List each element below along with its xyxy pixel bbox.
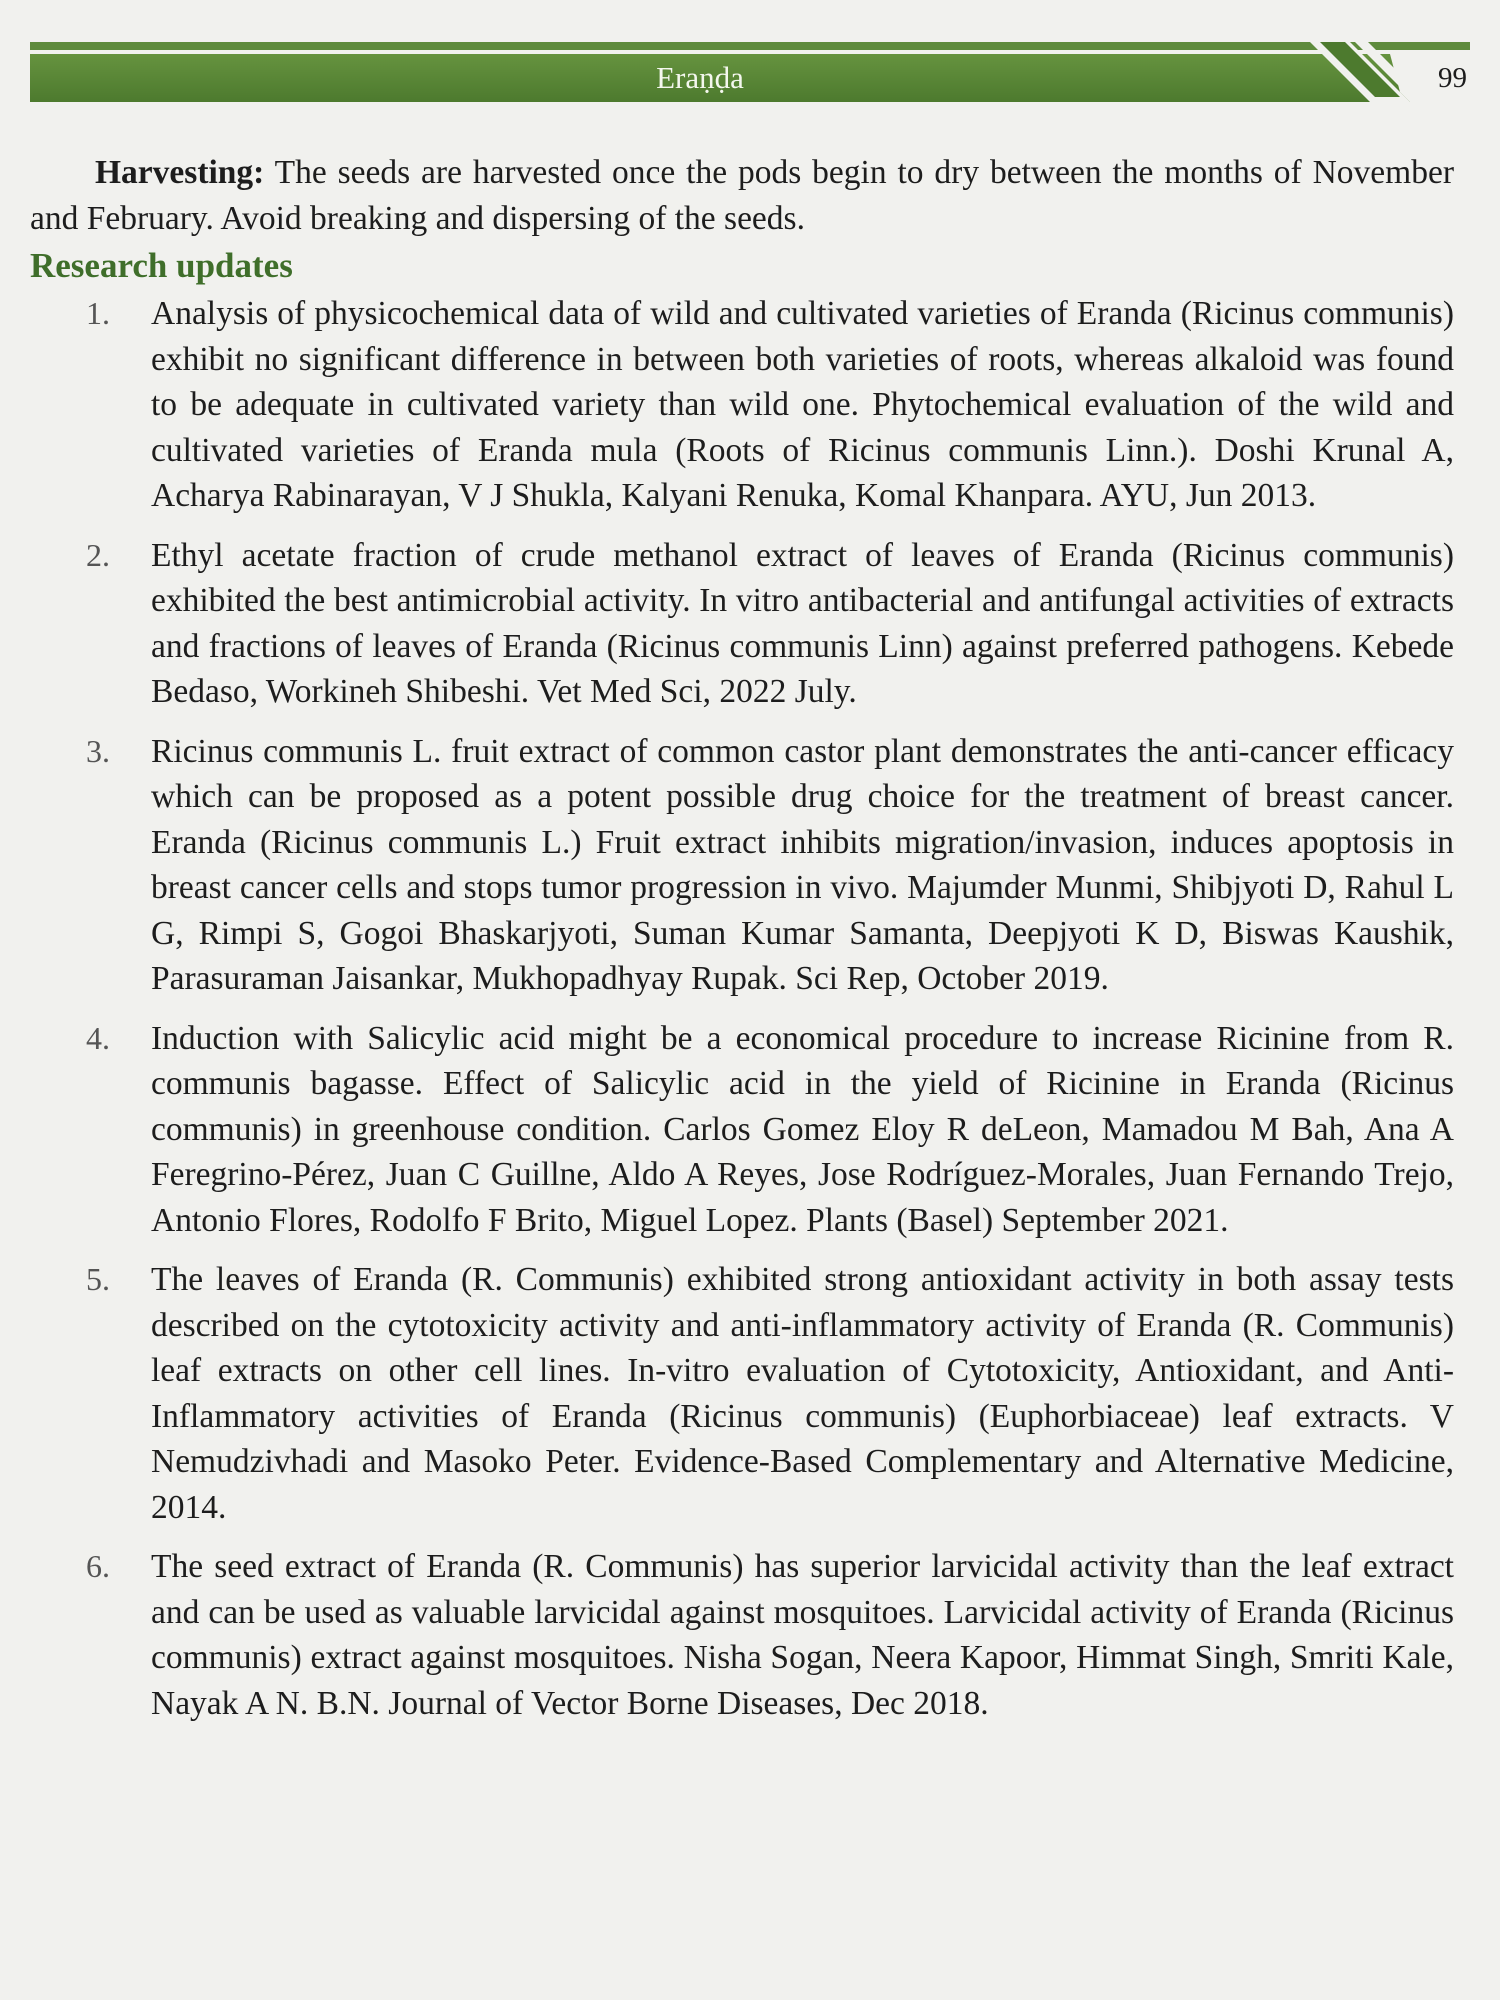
harvesting-paragraph: [30, 150, 1454, 241]
page-number: 99: [1438, 62, 1467, 94]
harvesting-label: Harvesting:: [95, 154, 265, 191]
list-item: [30, 1257, 1454, 1530]
list-item: [30, 533, 1454, 715]
list-item-number: 4.: [86, 1019, 110, 1056]
list-item: [30, 291, 1454, 519]
list-item: [30, 1016, 1454, 1244]
harvesting-text: The seeds are harvested once the pods begin to dry between the months of November and February. Avoid breaking and dispersing of the seeds.: [30, 154, 1454, 237]
list-item-number: 3.: [86, 732, 110, 769]
list-item-number: 1.: [86, 295, 110, 331]
research-updates-list: [30, 291, 1454, 1726]
list-item-text: Analysis of physicochemical data of wild and cultivated varieties of Eranda (Ricinus communis) exhibit no significant difference in between both varieties of roots, whereas alkaloid was found to be adequate in cultivated variety than wild one. Phytochemical evaluation of the wild and cultivated varieties of Eranda mula (Roots of Ricinus communis Linn.). Doshi Krunal A, Acharya Rabinarayan, V J Shukla, Kalyani Renuka, Komal Khanpara. AYU, Jun 2013.: [151, 295, 1454, 514]
page-header: [30, 42, 1470, 102]
list-item: [30, 1544, 1454, 1726]
list-item-text: Induction with Salicylic acid might be a economical procedure to increase Ricinine from R. communis bagasse. Effect of Salicylic acid in the yield of Ricinine in Eranda (Ricinus communis) in greenhouse condition. Carlos Gomez Eloy R deLeon, Mamadou M Bah, Ana A Feregrino-Pérez, Juan C Guillne, Aldo A Reyes, Jose Rodríguez-Morales, Juan Fernando Trejo, Antonio Flores, Rodolfo F Brito, Miguel Lopez. Plants (Basel) September 2021.: [151, 1019, 1454, 1239]
research-updates-heading: Research updates: [30, 246, 293, 285]
list-item-number: 2.: [86, 536, 110, 573]
page-body: [30, 150, 1454, 1740]
list-item-text: The leaves of Eranda (R. Communis) exhibited strong antioxidant activity in both assay tests described on the cytotoxicity activity and anti-inflammatory activity of Eranda (R. Communis) leaf extracts on other cell lines. In-vitro evaluation of Cytotoxicity, Antioxidant, and Anti-Inflammatory activities of Eranda (Ricinus communis) (Euphorbiaceae) leaf extracts. V Nemudzivhadi and Masoko Peter. Evidence-Based Complementary and Alternative Medicine, 2014.: [151, 1261, 1454, 1526]
list-item-number: 6.: [86, 1548, 110, 1584]
chapter-title: Eraṇḍa: [656, 60, 744, 95]
list-item: [30, 729, 1454, 1002]
list-item-number: 5.: [86, 1261, 110, 1297]
list-item-text: The seed extract of Eranda (R. Communis) has superior larvicidal activity than the leaf extract and can be used as valuable larvicidal against mosquitoes. Larvicidal activity of Eranda (Ricinus communis) extract against mosquitoes. Nisha Sogan, Neera Kapoor, Himmat Singh, Smriti Kale, Nayak A N. B.N. Journal of Vector Borne Diseases, Dec 2018.: [151, 1548, 1454, 1722]
list-item-text: Ricinus communis L. fruit extract of common castor plant demonstrates the anti-cancer efficacy which can be proposed as a potent possible drug choice for the treatment of breast cancer. Eranda (Ricinus communis L.) Fruit extract inhibits migration/invasion, induces apoptosis in breast cancer cells and stops tumor progression in vivo. Majumder Munmi, Shibjyoti D, Rahul L G, Rimpi S, Gogoi Bhaskarjyoti, Suman Kumar Samanta, Deepjyoti K D, Biswas Kaushik, Parasuraman Jaisankar, Mukhopadhyay Rupak. Sci Rep, October 2019.: [151, 732, 1454, 997]
list-item-text: Ethyl acetate fraction of crude methanol extract of leaves of Eranda (Ricinus communis) exhibited the best antimicrobial activity. In vitro antibacterial and antifungal activities of extracts and fractions of leaves of Eranda (Ricinus communis Linn) against preferred pathogens. Kebede Bedaso, Workineh Shibeshi. Vet Med Sci, 2022 July.: [151, 536, 1454, 710]
